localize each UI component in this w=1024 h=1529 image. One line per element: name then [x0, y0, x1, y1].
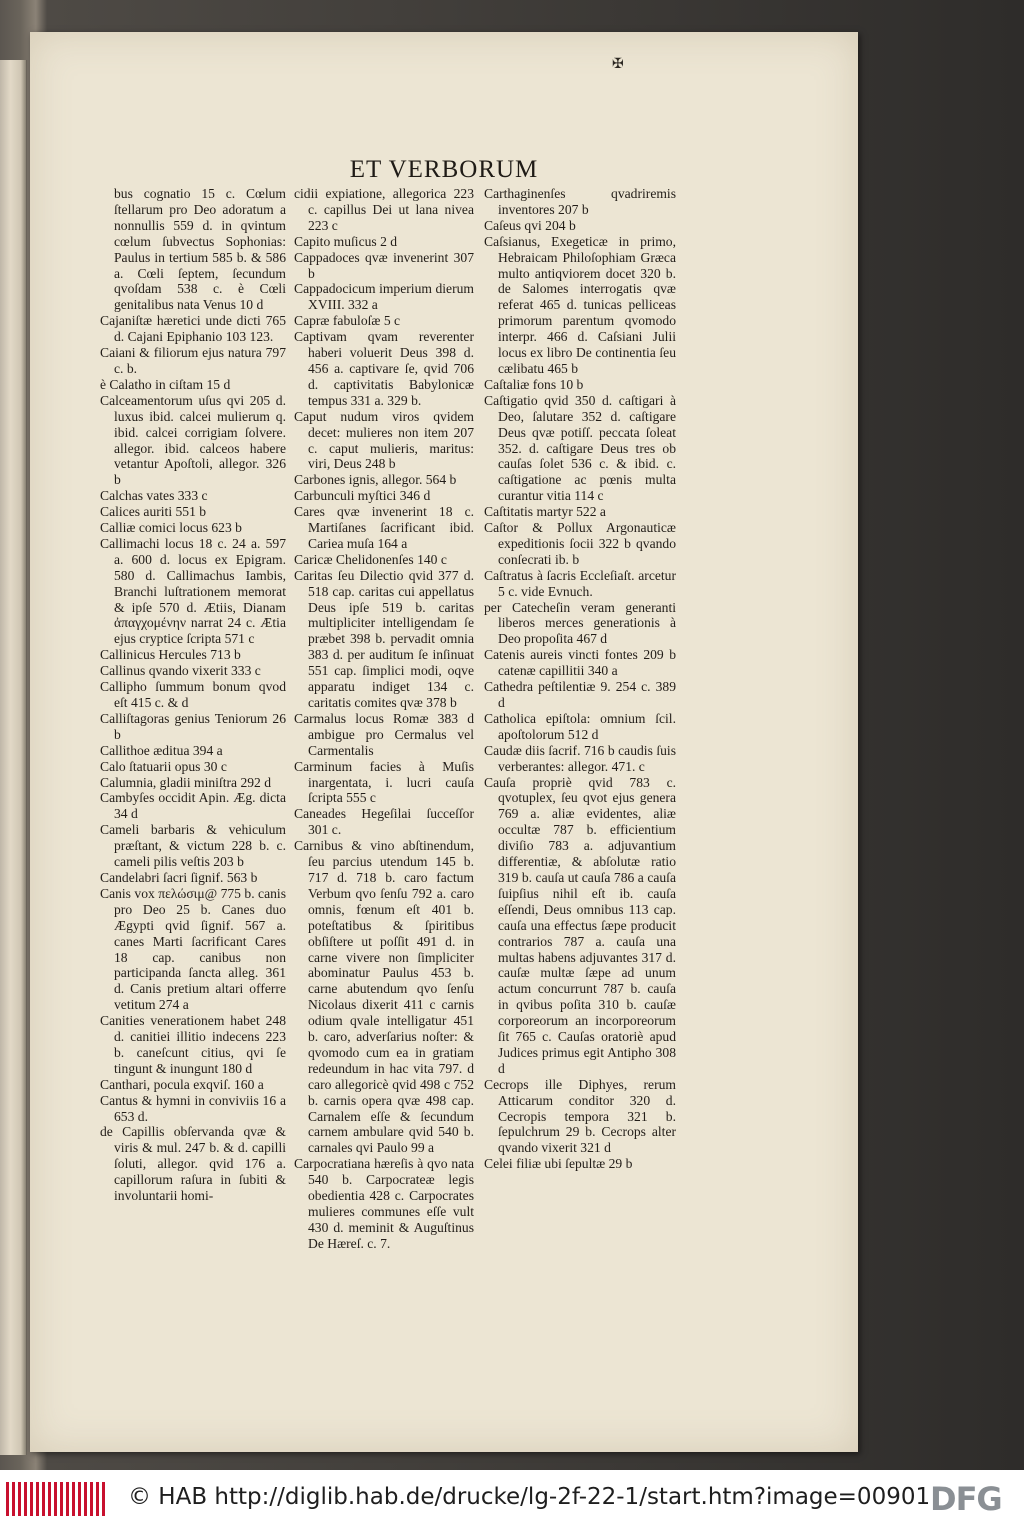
index-entry: Caſtor & Pollux Argonauticæ expeditionis ſocii 322 b qvando conſecrati ib. b [484, 520, 676, 567]
index-entry: Caritas ſeu Dilectio qvid 377 d. 518 cap. caritas cui appellatus Deus ipſe 519 b. caritas multipliciter intelligendam ſe præbet 398 b. pervadit omnia 383 d. per auditum ſe inſinuat 551 cap. ſimplici modi, oqve apparatu indiget 134 c. caritatis comites qvæ 378 b [294, 567, 474, 710]
index-entry: Calceamentorum uſus qvi 205 d. luxus ibid. calcei mulierum q. ibid. calcei corrigiam ſolvere. allegor. ibid. calceos habere vetantur Apoſtoli, allegor. 326 b [100, 392, 286, 488]
index-entry: Callipho ſummum bonum qvod eſt 415 c. & d [100, 679, 286, 710]
book-page [30, 32, 858, 1452]
index-entry: Cajaniſtæ hæretici unde dicti 765 d. Cajani Epiphanio 103 123. [100, 313, 286, 345]
index-entry: Cathedra peſtilentiæ 9. 254 c. 389 d [484, 679, 676, 710]
index-entry: Carpocratiana hæreſis à qvo nata 540 b. Carpocrateæ legis obedientia 428 c. Carpocrates mulieres communes eſſe vult 430 d. meminit & Auguſtinus De Hæreſ. c. 7. [294, 1156, 474, 1251]
running-head: ET VERBORUM [349, 156, 539, 183]
index-entry: Calices auriti 551 b [100, 504, 207, 520]
index-entry: per Catecheſin veram generanti liberos merces generationis à Deo propoſita 467 d [484, 599, 676, 647]
index-entry: Cecrops ille Diphyes, rerum Atticarum conditor 320 d. Cecropis tempora 321 b. ſepulchrum 29 b. Cecrops alter qvando vixerit 321 d [484, 1076, 676, 1156]
index-entry: Catholica epiſtola: omnium ſcil. apoſtolorum 512 d [484, 710, 676, 742]
index-entry: Capræ fabuloſæ 5 c [294, 313, 401, 329]
dfg-logo: DFG [930, 1480, 1002, 1518]
index-entry: Callimachi locus 18 c. 24 a. 597 a. 600 d. locus ex Epigram. 580 d. Callimachus Iambis, Branchi luſtrationem memorat & ipſe 570 d. Ætiis, Dianam ἀπαγχομένην narrat 24 c. Ætia ejus cryptice ſcripta 571 c [100, 535, 286, 647]
index-entry: Capito muſicus 2 d [294, 233, 398, 249]
index-entry: Calchas vates 333 c [100, 488, 208, 504]
copyright-url[interactable]: © HAB http://diglib.hab.de/drucke/lg-2f-22-1/start.htm?image=00901 [128, 1484, 931, 1510]
index-entry: Caſtigatio qvid 350 d. caſtigari à Deo, ſalutare 352 d. caſtigare Deus qvæ potiſſ. peccata ſoleat 352. d. caſtigare Deus tres ob cauſas ſolet 536 c. & ibid. c. caſtigatione ac pœnis multa curantur vitia 114 c [484, 392, 676, 504]
index-entry: Calliæ comici locus 623 b [100, 520, 242, 536]
index-entry: bus cognatio 15 c. Cœlum ſtellarum pro Deo adoratum a nonnullis 559 d. in qvintum cœlum ſubvectus Sophonias: Paulus in tertium 585 b. & 586 a. Cœli ſeptem, ſecundum qvoſdam 538 c. è Cœli genitalibus nata Venus 10 d [114, 186, 286, 313]
hab-barcode-icon [6, 1482, 106, 1516]
index-entry: Cauſa propriè qvid 783 c. qvotuplex, ſeu qvot ejus genera 769 a. aliæ evidentes, aliæ occultæ 787 b. efficientium diviſio 783 a. adjuvantium differentiæ, & abſolutæ ratio 319 b. cauſa ut cauſa 786 a cauſa ſuipſius nihil eſt ib. cauſa eſſendi, Deus omnibus 113 cap. cauſa una effectus ſæpe producit contrarios 787 a. cauſa una multas habens adjuvantes 317 d. cauſæ multæ ſæpe ad unum actum concurrunt 787 b. cauſa in qvibus poſita 310 b. cauſæ corporeorum an incorporeorum ſit 765 c. Cauſas oratoriè apud Judices primus egit Antipho 308 d [484, 774, 676, 1076]
index-entry: Cameli barbaris & vehiculum præſtant, & victum 228 b. c. cameli pilis veſtis 203 b [100, 822, 286, 870]
index-entry: Caſsianus, Exegeticæ in primo, Hebraicam Philoſophiam Græca multo antiqviorem docet 320 b. de Salomes interrogatis qvæ referat 465 d. tunicas pelliceas primorum parentum qvomodo interpr. 466 d. Caſsiani Julii locus ex libro De continentia ſeu cælibatu 465 b [484, 233, 676, 376]
index-column-3 [484, 186, 676, 1172]
index-entry: Celei filiæ ubi ſepultæ 29 b [484, 1156, 633, 1172]
index-entry: de Capillis obſervanda qvæ & viris & mul. 247 b. & d. capilli ſoluti, allegor. qvid 176 a. capillorum raſura in ſubiti & involuntarii homi- [100, 1124, 286, 1204]
signature-mark: ✠ [612, 57, 624, 72]
index-entry: Cantus & hymni in conviviis 16 a 653 d. [100, 1092, 286, 1124]
index-entry: Carminum facies à Muſis inargentata, i. lucri cauſa ſcripta 555 c [294, 758, 474, 806]
index-entry: Carmalus locus Romæ 383 d ambigue pro Cermalus vel Carmentalis [294, 710, 474, 758]
index-entry: Catenis aureis vincti fontes 209 b catenæ capillitii 340 a [484, 647, 676, 679]
index-entry: Caſtitatis martyr 522 a [484, 504, 606, 520]
index-entry: Canis vox πελώσιμ@ 775 b. canis pro Deo 25 b. Canes duo Ægypti qvid ſignif. 567 a. canes Marti ſacrificant Cares 18 cap. canibus non participanda ſancta alleg. 361 d. Canis pretium altari offerre vetitum 274 a [100, 885, 286, 1013]
index-entry: Cambyſes occidit Apin. Æg. dicta 34 d [100, 790, 286, 822]
index-entry: Callithoe æditua 394 a [100, 742, 223, 758]
viewer-footer [0, 1470, 1024, 1529]
index-entry: Calliſtagoras genius Teniorum 26 b [100, 710, 286, 742]
book-spine-edge [0, 60, 27, 1455]
index-entry: Calo ſtatuarii opus 30 c [100, 758, 227, 774]
index-entry: Carthaginenſes qvadriremis inventores 207 b [484, 186, 676, 217]
index-entry: Canthari, pocula exqviſ. 160 a [100, 1076, 264, 1092]
index-entry: Canities venerationem habet 248 d. canitiei illitio indecens 223 b. caneſcunt citius, qvi ſe tingunt & inungunt 180 d [100, 1013, 286, 1076]
index-entry: cidii expiatione, allegorica 223 c. capillus Dei ut lana nivea 223 c [294, 186, 474, 233]
index-entry: Callinicus Hercules 713 b [100, 647, 241, 663]
index-entry: Caneades Hegeſilai ſucceſſor 301 c. [294, 806, 474, 838]
index-entry: Caſeus qvi 204 b [484, 217, 576, 233]
index-entry: è Calatho in ciſtam 15 d [100, 376, 231, 392]
index-entry: Caput nudum viros qvidem decet: mulieres non item 207 c. caput mulieris, maritus: viri, Deus 248 b [294, 408, 474, 472]
index-entry: Callinus qvando vixerit 333 c [100, 663, 261, 679]
index-column-2 [294, 186, 474, 1252]
index-entry: Caudæ diis ſacrif. 716 b caudis ſuis verberantes: allegor. 471. c [484, 742, 676, 774]
index-entry: Carbunculi myſtici 346 d [294, 488, 431, 504]
index-entry: Caſtratus à ſacris Eccleſiaſt. arcetur 5 c. vide Evnuch. [484, 567, 676, 599]
index-column-1 [100, 186, 286, 1204]
index-entry: Caſtaliæ fons 10 b [484, 376, 584, 392]
index-entry: Candelabri ſacri ſignif. 563 b [100, 869, 258, 885]
index-entry: Carnibus & vino abſtinendum, ſeu parcius utendum 145 b. 717 d. 718 b. caro factum Verbum qvo ſenſu 792 a. caro omnis, fœnum eſt 401 b. poteſtatibus & ſpiritibus obſiſtere ut poſſit 491 d. in carne vivere non ſimpliciter abominatur Paulus 453 b. carne abutendum qvo ſenſu Nicolaus dixerit 411 c carnis odium qvale intelligatur 451 b. caro, adverſarius noſter: & qvomodo cum ea in gratiam redeundum in hac vita 797. d caro allegoricè qvid 498 c 752 b. carnis opera qvæ 498 cap. Carnalem eſſe & ſecundum carnem ambulare qvid 540 b. carnales qvi Paulo 99 a [294, 838, 474, 1156]
index-entry: Carbones ignis, allegor. 564 b [294, 472, 457, 488]
index-entry: Caricæ Chelidonenſes 140 c [294, 551, 447, 567]
index-entry: Cappadocicum imperium dierum XVIII. 332 a [294, 281, 474, 313]
index-entry: Calumnia, gladii miniſtra 292 d [100, 774, 272, 790]
index-entry: Cares qvæ invenerint 18 c. Martiſanes ſacrificant ibid. Cariea muſa 164 a [294, 504, 474, 551]
index-entry: Captivam qvam reverenter haberi voluerit Deus 398 d. 456 a. captivare ſe, qvid 706 d. captivitatis Babylonicæ tempus 331 a. 329 b. [294, 329, 474, 408]
index-entry: Caiani & filiorum ejus natura 797 c. b. [100, 345, 286, 376]
index-entry: Cappadoces qvæ invenerint 307 b [294, 249, 474, 281]
